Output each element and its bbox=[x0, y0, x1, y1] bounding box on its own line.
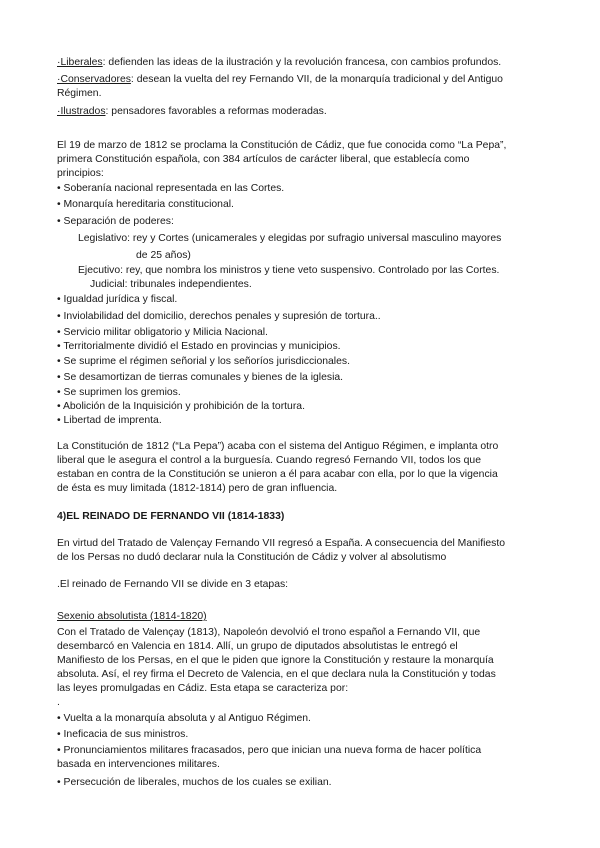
group-conservadores: ·Conservadores: desean la vuelta del rey Fernando VII, de la monarquía tradicional y del Antiguo bbox=[57, 74, 503, 85]
list-item: • Vuelta a la monarquía absoluta y al Antiguo Régimen. bbox=[57, 713, 311, 724]
list-item: • Ineficacia de sus ministros. bbox=[57, 729, 189, 740]
group-liberales: ·Liberales: defienden las ideas de la ilustración y la revolución francesa, con cambios profundos. bbox=[57, 57, 502, 68]
paragraph-line: estaban en contra de la Constitución se unieron a él para acabar con ella, por lo que la vigencia bbox=[57, 469, 498, 480]
power-legislativo-cont: de 25 años) bbox=[136, 250, 191, 261]
list-item: • Separación de poderes: bbox=[57, 216, 174, 227]
list-item: • Se desamortizan de tierras comunales y bienes de la iglesia. bbox=[57, 372, 344, 383]
list-item: • Persecución de liberales, muchos de los cuales se exilian. bbox=[57, 777, 332, 788]
list-item: • Soberanía nacional representada en las Cortes. bbox=[57, 183, 285, 194]
paragraph-line: En virtud del Tratado de Valençay Fernando VII regresó a España. A consecuencia del Manifiesto bbox=[57, 538, 506, 549]
list-item: • Se suprime el régimen señorial y los señoríos jurisdiccionales. bbox=[57, 356, 350, 367]
paragraph-line: las leyes promulgadas en Cádiz. Esta etapa se caracteriza por: bbox=[57, 683, 349, 694]
term-conservadores: ·Conservadores bbox=[57, 74, 131, 85]
paragraph-line: absoluta. Así, el rey firma el Decreto de Valencia, en el que declara nula la Constitución y todas bbox=[57, 669, 496, 680]
power-legislativo: Legislativo: rey y Cortes (unicamerales y elegidas por sufragio universal masculino mayores bbox=[78, 233, 502, 244]
list-item: • Servicio militar obligatorio y Milicia Nacional. bbox=[57, 327, 268, 338]
paragraph-line: . bbox=[57, 697, 60, 708]
paragraph-line: principios: bbox=[57, 168, 104, 179]
list-item: • Abolición de la Inquisición y prohibición de la tortura. bbox=[57, 401, 305, 412]
list-item: • Territorialmente dividió el Estado en provincias y municipios. bbox=[57, 341, 341, 352]
paragraph-line: de los Persas no dudó declarar nula la Constitución de Cádiz y volver al absolutismo bbox=[57, 552, 447, 563]
list-item: • Monarquía hereditaria constitucional. bbox=[57, 199, 234, 210]
list-item: • Inviolabilidad del domicilio, derechos penales y supresión de tortura.. bbox=[57, 311, 381, 322]
paragraph-line: desembarcó en Valencia en 1814. Allí, un grupo de diputados absolutistas le entregó el bbox=[57, 641, 458, 652]
power-judicial: Judicial: tribunales independientes. bbox=[90, 279, 252, 290]
subsection-title: Sexenio absolutista (1814-1820) bbox=[57, 611, 207, 622]
paragraph-line: liberal que le asegura el control a la burguesía. Cuando regresó Fernando VII, todos los que bbox=[57, 455, 481, 466]
list-item: • Libertad de imprenta. bbox=[57, 415, 162, 426]
term-ilustrados: ·Ilustrados bbox=[57, 106, 106, 117]
paragraph-line: Con el Tratado de Valençay (1813), Napoleón devolvió el trono español a Fernando VII, que bbox=[57, 627, 481, 638]
list-item: • Se suprimen los gremios. bbox=[57, 387, 181, 398]
list-item: • Pronunciamientos militares fracasados, pero que inician una nueva forma de hacer política bbox=[57, 745, 482, 756]
paragraph-line: primera Constitución española, con 384 artículos de carácter liberal, que establecía como bbox=[57, 154, 470, 165]
paragraph-line: de ésta es muy limitada (1812-1814) pero de gran influencia. bbox=[57, 483, 338, 494]
paragraph-line: La Constitución de 1812 (“La Pepa”) acaba con el sistema del Antiguo Régimen, e implanta otro bbox=[57, 441, 499, 452]
paragraph-line: Manifiesto de los Persas, en el que le piden que ignore la Constitución y restaure la monarquía bbox=[57, 655, 494, 666]
list-item-cont: basada en intervenciones militares. bbox=[57, 759, 220, 770]
paragraph-line: .El reinado de Fernando VII se divide en 3 etapas: bbox=[57, 579, 289, 590]
power-ejecutivo: Ejecutivo: rey, que nombra los ministros y tiene veto suspensivo. Controlado por las Cortes. bbox=[78, 265, 500, 276]
list-item: • Igualdad jurídica y fiscal. bbox=[57, 294, 178, 305]
group-conservadores-cont: Régimen. bbox=[57, 88, 102, 99]
paragraph-line: El 19 de marzo de 1812 se proclama la Constitución de Cádiz, que fue conocida como “La Pepa”, bbox=[57, 140, 507, 151]
term-liberales: ·Liberales bbox=[57, 57, 103, 68]
section-heading: 4)EL REINADO DE FERNANDO VII (1814-1833) bbox=[57, 511, 285, 522]
group-ilustrados: ·Ilustrados: pensadores favorables a reformas moderadas. bbox=[57, 106, 327, 117]
